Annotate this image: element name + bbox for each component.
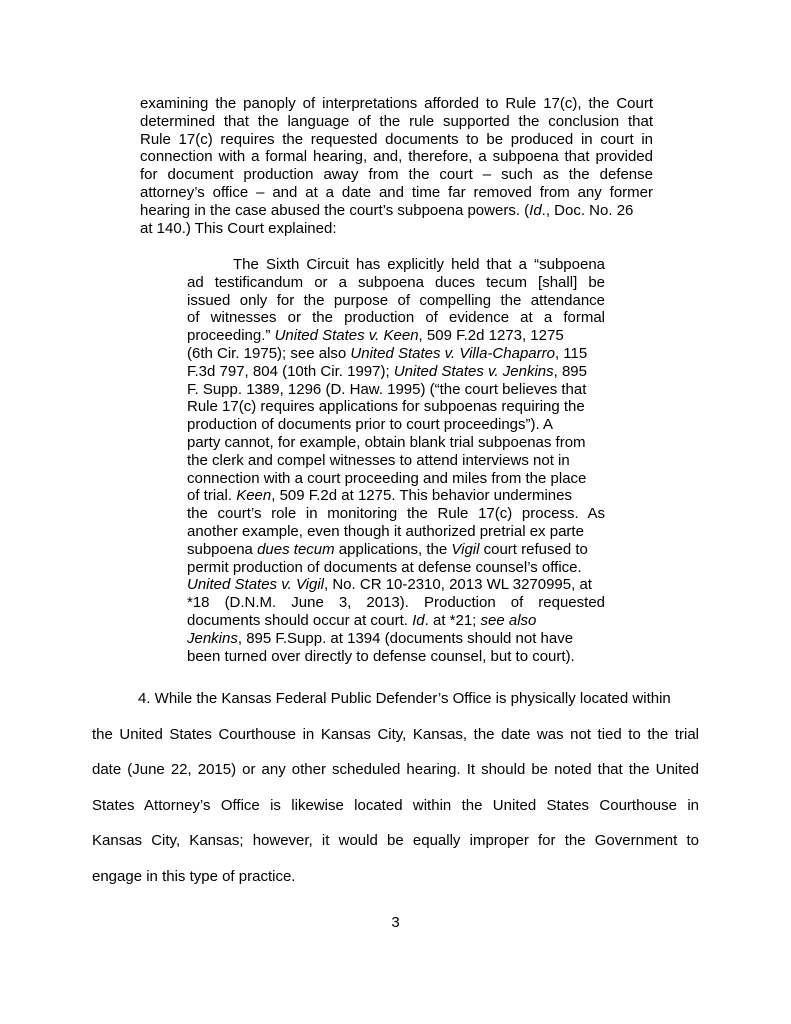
- signal-italic: see also: [480, 611, 537, 629]
- text-run: , 115: [554, 344, 588, 362]
- quote-line: [187, 576, 605, 594]
- text-line: examining the panoply of interpretations afforded to Rule 17(c), the Court: [140, 95, 653, 112]
- quote-line: the court’s role in monitoring the Rule 17(c) process. As: [187, 505, 605, 523]
- quote-line: [187, 541, 605, 559]
- case-name-italic: United States v. Vigil: [187, 576, 325, 594]
- text-run: subpoena: [187, 540, 258, 558]
- quote-line: been turned over directly to defense counsel, but to court).: [187, 647, 575, 665]
- quote-line: The Sixth Circuit has explicitly held that a “subpoena: [233, 256, 605, 273]
- text-line: determined that the language of the rule supported the conclusion that: [140, 112, 653, 130]
- text-run: court refused to: [479, 540, 588, 558]
- citation-italic: Id: [529, 201, 542, 219]
- text-run: documents should occur at court.: [187, 611, 413, 629]
- text-line: date (June 22, 2015) or any other scheduled hearing. It should be noted that the United: [92, 761, 699, 779]
- text-run: , 895: [553, 362, 587, 380]
- text-run: hearing in the case abused the court’s subpoena powers. (: [140, 201, 530, 219]
- quote-line: [187, 363, 605, 381]
- text-run: , 509 F.2d 1273, 1275: [418, 327, 564, 345]
- text-run: applications, the: [334, 540, 452, 558]
- quote-line: [187, 630, 605, 648]
- quote-line: F. Supp. 1389, 1296 (D. Haw. 1995) (“the court believes that: [187, 380, 587, 398]
- text-run: of trial.: [187, 487, 237, 505]
- case-name-italic: United States v. Villa-Chaparro: [350, 344, 555, 362]
- text-run: (6th Cir. 1975); see also: [187, 344, 351, 362]
- quote-line: [187, 327, 605, 345]
- text-line: attorney’s office – and at a date and time far removed from any former: [140, 183, 653, 201]
- text-line: States Attorney’s Office is likewise located within the United States Courthouse in: [92, 796, 699, 814]
- quote-line: issued only for the purpose of compelling the attendance: [187, 291, 605, 309]
- case-name-italic: Jenkins: [187, 629, 238, 647]
- quote-line: of witnesses or the production of evidence at a formal: [187, 309, 605, 327]
- text-line: connection with a formal hearing, and, therefore, a subpoena that provided: [140, 148, 653, 166]
- text-line: for document production away from the court – such as the defense: [140, 166, 653, 184]
- quote-line: [187, 487, 605, 505]
- text-run: , No. CR 10-2310, 2013 WL 3270995, at: [324, 576, 592, 594]
- text-run: , 895 F.Supp. at 1394 (documents should not have: [237, 629, 574, 647]
- quote-line: production of documents prior to court proceedings”). A: [187, 416, 554, 434]
- quote-line: [187, 345, 605, 363]
- quote-line: the clerk and compel witnesses to attend interviews not in: [187, 451, 570, 469]
- text-run: ., Doc. No. 26: [541, 201, 634, 219]
- block-quote: [187, 256, 605, 665]
- case-name-italic: Vigil: [451, 540, 480, 558]
- quote-line: party cannot, for example, obtain blank trial subpoenas from: [187, 433, 586, 451]
- citation-italic: Id: [412, 611, 425, 629]
- case-name-italic: United States v. Keen: [274, 327, 419, 345]
- case-name-italic: Keen: [236, 487, 272, 505]
- latin-term-italic: dues tecum: [257, 540, 335, 558]
- quote-line: connection with a court proceeding and miles from the place: [187, 469, 587, 487]
- text-run: , 509 F.2d at 1275. This behavior undermines: [271, 487, 572, 505]
- text-line: Kansas City, Kansas; however, it would be equally improper for the Government to: [92, 832, 699, 850]
- quote-line: another example, even though it authorized pretrial ex parte: [187, 522, 584, 540]
- text-line: the United States Courthouse in Kansas City, Kansas, the date was not tied to the trial: [92, 725, 699, 743]
- text-run: . at *21;: [424, 611, 481, 629]
- case-name-italic: United States v. Jenkins: [393, 362, 554, 380]
- quote-line: Rule 17(c) requires applications for subpoenas requiring the: [187, 398, 585, 416]
- quote-line: ad testificandum or a subpoena duces tecum [shall] be: [187, 273, 605, 291]
- quote-line: [187, 612, 605, 630]
- intro-paragraph: [140, 95, 653, 237]
- text-run: F.3d 797, 804 (10th Cir. 1997);: [187, 362, 394, 380]
- quote-line: *18 (D.N.M. June 3, 2013). Production of requested: [187, 594, 605, 612]
- text-line: Rule 17(c) requires the requested documents to be produced in court in: [140, 130, 653, 148]
- text-line: engage in this type of practice.: [92, 867, 296, 885]
- numbered-paragraph-4: [92, 681, 699, 895]
- text-line: [140, 202, 653, 220]
- text-line: at 140.) This Court explained:: [140, 219, 337, 237]
- page-number: 3: [391, 914, 400, 931]
- quote-line: permit production of documents at defense counsel’s office.: [187, 558, 582, 576]
- text-run: proceeding.”: [187, 327, 275, 345]
- text-line: 4. While the Kansas Federal Public Defender’s Office is physically located within: [138, 690, 671, 707]
